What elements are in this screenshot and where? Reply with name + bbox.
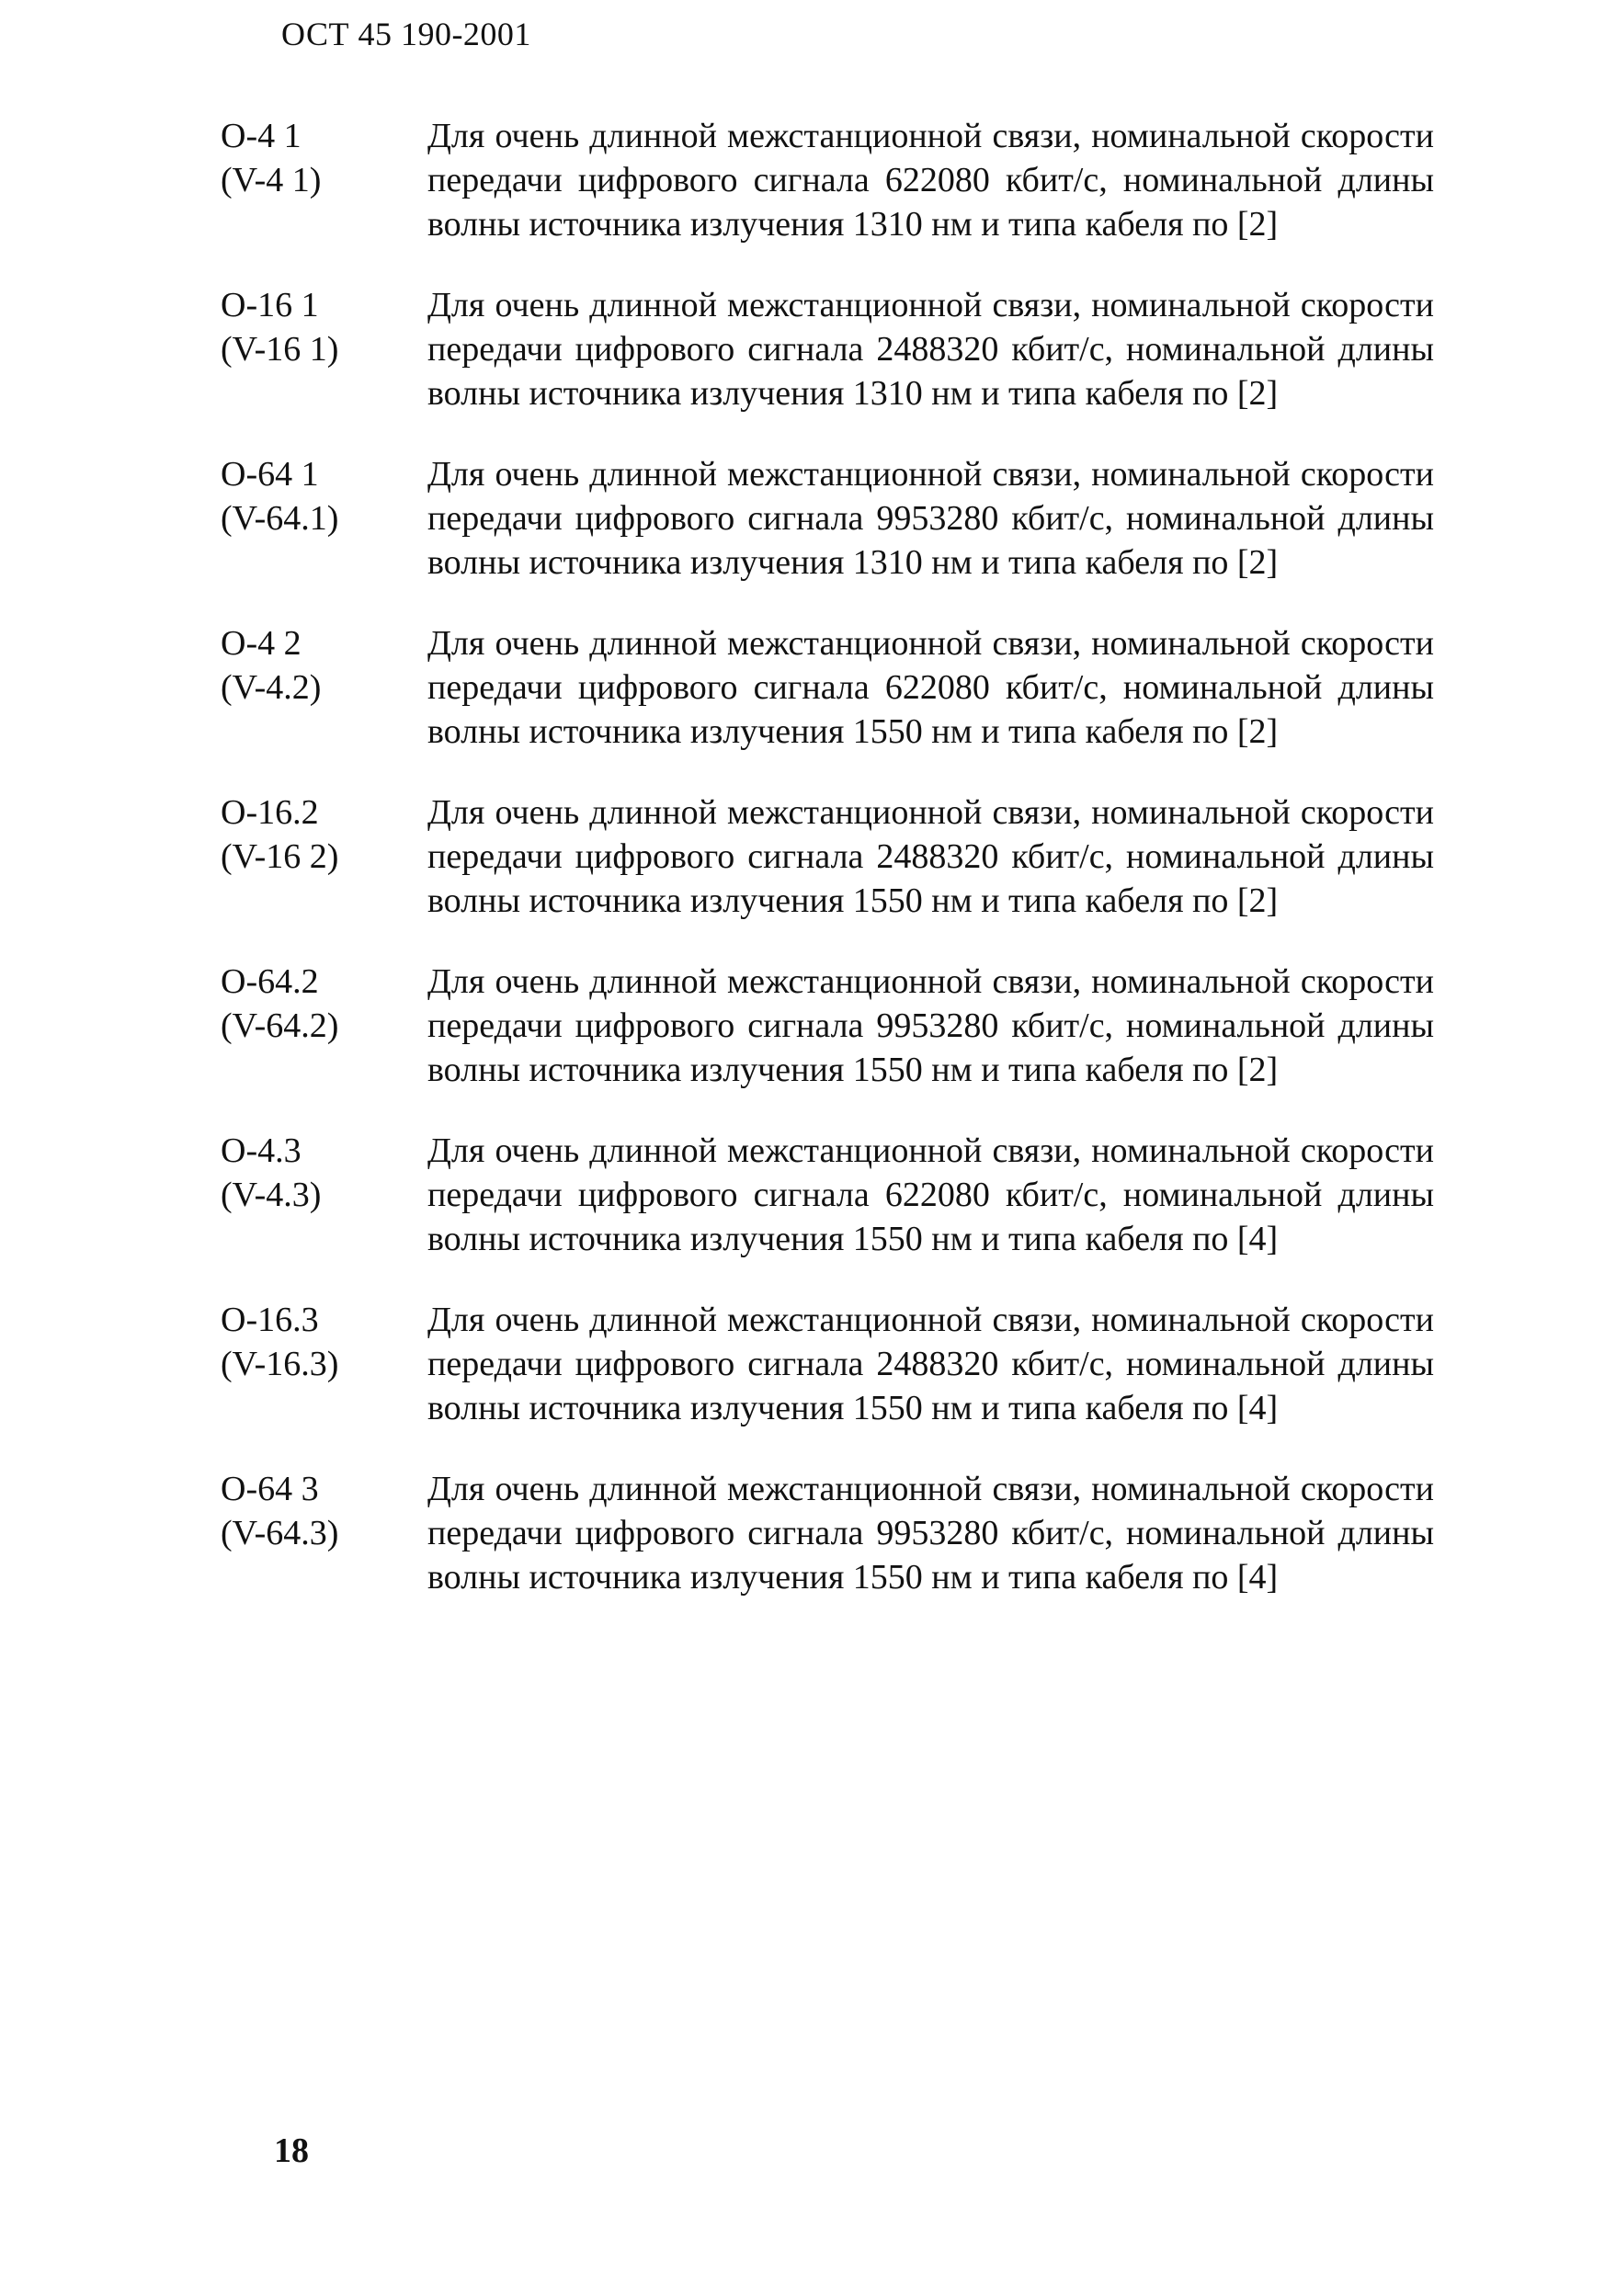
entry-description: Для очень длинной межстанционной связи, номинальной скорости передачи цифрового сигнала 2488320 кбит/с, номинальной длины волны источника излучения 1310 нм и типа кабеля по [2]	[427, 286, 1434, 413]
entry-codes	[221, 960, 427, 1048]
list-item	[221, 283, 1434, 415]
entry-code: O-4.3	[221, 1131, 302, 1170]
entry-description: Для очень длинной межстанционной связи, номинальной скорости передачи цифрового сигнала 9953280 кбит/с, номинальной длины волны источника излучения 1550 нм и типа кабеля по [2]	[427, 962, 1434, 1089]
entry-alt-code: (V-4.2)	[221, 668, 322, 707]
entry-description: Для очень длинной межстанционной связи, номинальной скорости передачи цифрового сигнала 2488320 кбит/с, номинальной длины волны источника излучения 1550 нм и типа кабеля по [2]	[427, 793, 1434, 920]
entry-code: O-16.2	[221, 793, 319, 832]
entry-description: Для очень длинной межстанционной связи, номинальной скорости передачи цифрового сигнала 622080 кбит/с, номинальной длины волны источника излучения 1550 нм и типа кабеля по [2]	[427, 624, 1434, 751]
entry-code: O-16.3	[221, 1301, 319, 1339]
list-item	[221, 960, 1434, 1092]
entry-code: O-16 1	[221, 286, 319, 324]
entry-codes	[221, 452, 427, 540]
entry-codes	[221, 1298, 427, 1386]
entry-description: Для очень длинной межстанционной связи, номинальной скорости передачи цифрового сигнала 9953280 кбит/с, номинальной длины волны источника излучения 1550 нм и типа кабеля по [4]	[427, 1470, 1434, 1597]
entry-alt-code: (V-64.3)	[221, 1514, 339, 1552]
entry-alt-code: (V-64.2)	[221, 1006, 339, 1045]
entry-alt-code: (V-16 2)	[221, 837, 339, 876]
list-item	[221, 452, 1434, 585]
document-header: ОСТ 45 190-2001	[281, 16, 531, 52]
list-item	[221, 790, 1434, 923]
list-item	[221, 114, 1434, 246]
entry-alt-code: (V-16.3)	[221, 1345, 339, 1383]
list-item	[221, 621, 1434, 754]
entry-alt-code: (V-4.3)	[221, 1176, 322, 1214]
entry-codes	[221, 790, 427, 879]
entry-code: O-4 2	[221, 624, 302, 663]
entries-list	[221, 114, 1434, 1636]
entry-description: Для очень длинной межстанционной связи, номинальной скорости передачи цифрового сигнала 2488320 кбит/с, номинальной длины волны источника излучения 1550 нм и типа кабеля по [4]	[427, 1301, 1434, 1427]
entry-alt-code: (V-16 1)	[221, 330, 339, 369]
entry-description: Для очень длинной межстанционной связи, номинальной скорости передачи цифрового сигнала 622080 кбит/с, номинальной длины волны источника излучения 1550 нм и типа кабеля по [4]	[427, 1131, 1434, 1258]
list-item	[221, 1129, 1434, 1261]
list-item	[221, 1298, 1434, 1430]
entry-code: O-64.2	[221, 962, 319, 1001]
entry-codes	[221, 114, 427, 202]
entry-codes	[221, 283, 427, 371]
entry-alt-code: (V-4 1)	[221, 161, 322, 199]
entry-codes	[221, 1129, 427, 1217]
entry-code: O-64 3	[221, 1470, 319, 1508]
list-item	[221, 1467, 1434, 1599]
entry-code: O-64 1	[221, 455, 319, 494]
entry-codes	[221, 621, 427, 710]
entry-codes	[221, 1467, 427, 1555]
entry-alt-code: (V-64.1)	[221, 499, 339, 538]
entry-description: Для очень длинной межстанционной связи, номинальной скорости передачи цифрового сигнала 622080 кбит/с, номинальной длины волны источника излучения 1310 нм и типа кабеля по [2]	[427, 117, 1434, 244]
page-number: 18	[274, 2131, 309, 2170]
entry-code: O-4 1	[221, 117, 302, 155]
entry-description: Для очень длинной межстанционной связи, номинальной скорости передачи цифрового сигнала 9953280 кбит/с, номинальной длины волны источника излучения 1310 нм и типа кабеля по [2]	[427, 455, 1434, 582]
